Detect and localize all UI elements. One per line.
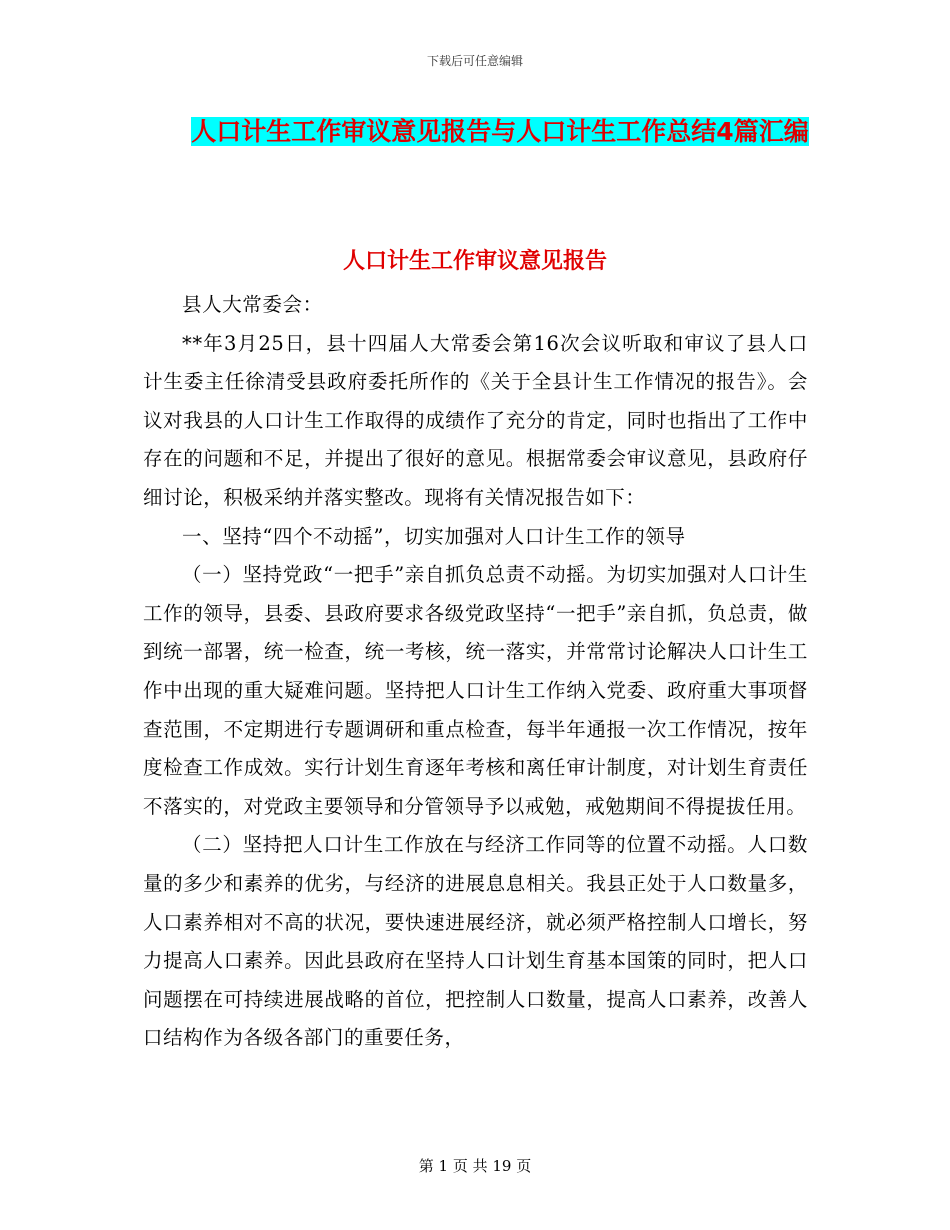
paragraph-item-1: （一）坚持党政“一把手”亲自抓负总责不动摇。为切实加强对人口计生工作的领导，县委、县政府要求各级党政坚持“一把手”亲自抓，负总责，做到统一部署，统一检查，统一考核，统一落实，并常常讨论解决人口计生工作中出现的重大疑难问题。坚持把人口计生工作纳入党委、政府重大事项督查范围，不定期进行专题调研和重点检查，每半年通报一次工作情况，按年度检查工作成效。实行计划生育逐年考核和离任审计制度，对计划生育责任不落实的，对党政主要领导和分管领导予以戒勉，戒勉期间不得提拔任用。 [143,563,808,818]
paragraph-intro: **年3月25日，县十四届人大常委会第16次会议听取和审议了县人口计生委主任徐清受县政府委托所作的《关于全县计生工作情况的报告》。会议对我县的人口计生工作取得的成绩作了充分的肯定，同时也指出了工作中存在的问题和不足，并提出了很好的意见。根据常委会审议意见，县政府仔细讨论，积极采纳并落实整改。现将有关情况报告如下： [143,331,808,509]
header-note: 下载后可任意编辑 [426,54,523,68]
document-title-text: 人口计生工作审议意见报告与人口计生工作总结4篇汇编 [191,117,809,146]
paragraph-salutation: 县人大常委会： [182,293,323,316]
document-title [185,108,815,155]
page-number: 第 1 页 共 19 页 [418,1157,532,1175]
section-title: 人口计生工作审议意见报告 [342,249,607,274]
paragraph-heading-1: 一、坚持“四个不动摇”，切实加强对人口计生工作的领导 [182,524,686,548]
paragraph-item-2: （二）坚持把人口计生工作放在与经济工作同等的位置不动摇。人口数量的多少和素养的优劣，与经济的进展息息相关。我县正处于人口数量多，人口素养相对不高的状况，要快速进展经济，就必须严格控制人口增长，努力提高人口素养。因此县政府在坚持人口计划生育基本国策的同时，把人口问题摆在可持续进展战略的首位，把控制人口数量，提高人口素养，改善人口结构作为各级各部门的重要任务， [143,833,808,1050]
document-body [143,286,808,1058]
